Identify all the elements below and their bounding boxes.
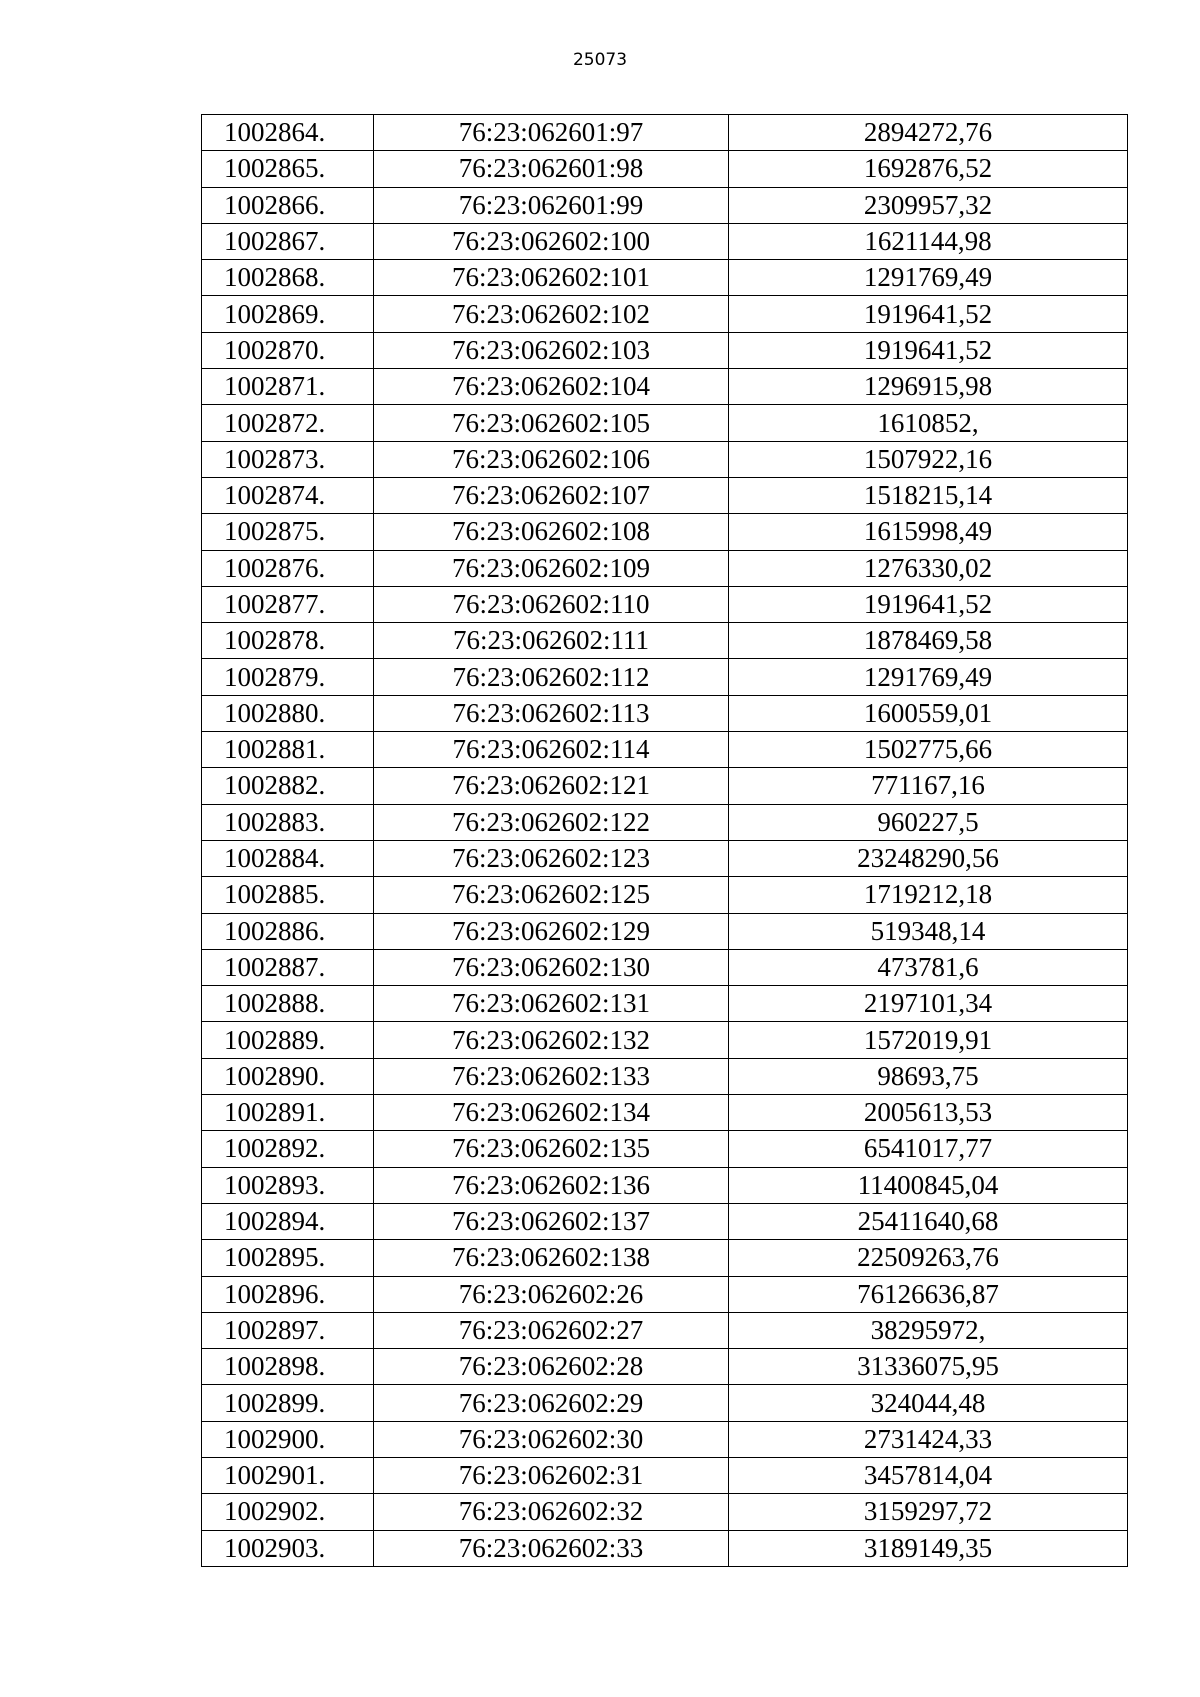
cadastral-number-cell: 76:23:062602:33 [374,1530,729,1566]
cadastral-number-cell: 76:23:062602:32 [374,1494,729,1530]
table-row [202,1385,1128,1421]
table-row [202,1276,1128,1312]
cadastral-number-cell: 76:23:062602:26 [374,1276,729,1312]
table-row [202,1530,1128,1566]
table-row [202,1131,1128,1167]
table-row [202,260,1128,296]
table-row [202,623,1128,659]
cadastral-number-cell: 76:23:062602:138 [374,1240,729,1276]
cadastral-number-cell: 76:23:062602:129 [374,913,729,949]
value-cell: 324044,48 [729,1385,1128,1421]
value-cell: 1572019,91 [729,1022,1128,1058]
row-number-cell: 1002887. [202,949,374,985]
row-number-cell: 1002884. [202,840,374,876]
value-cell: 1719212,18 [729,877,1128,913]
cadastral-number-cell: 76:23:062602:102 [374,296,729,332]
table-row [202,1095,1128,1131]
table-row [202,659,1128,695]
cadastral-number-cell: 76:23:062601:97 [374,115,729,151]
table-row [202,1240,1128,1276]
value-cell: 2005613,53 [729,1095,1128,1131]
value-cell: 2731424,33 [729,1421,1128,1457]
cadastral-number-cell: 76:23:062602:131 [374,986,729,1022]
value-cell: 771167,16 [729,768,1128,804]
cadastral-number-cell: 76:23:062602:137 [374,1203,729,1239]
table-row [202,949,1128,985]
value-cell: 1919641,52 [729,332,1128,368]
table-row [202,1058,1128,1094]
value-cell: 1507922,16 [729,441,1128,477]
row-number-cell: 1002881. [202,732,374,768]
value-cell: 1291769,49 [729,260,1128,296]
value-cell: 22509263,76 [729,1240,1128,1276]
row-number-cell: 1002882. [202,768,374,804]
row-number-cell: 1002892. [202,1131,374,1167]
value-cell: 2197101,34 [729,986,1128,1022]
table-row [202,1203,1128,1239]
cadastral-number-cell: 76:23:062602:135 [374,1131,729,1167]
value-cell: 1919641,52 [729,296,1128,332]
row-number-cell: 1002886. [202,913,374,949]
value-cell: 3189149,35 [729,1530,1128,1566]
value-cell: 2894272,76 [729,115,1128,151]
cadastral-number-cell: 76:23:062602:113 [374,695,729,731]
value-cell: 3457814,04 [729,1457,1128,1493]
cadastral-number-cell: 76:23:062602:28 [374,1349,729,1385]
page-number: 25073 [572,50,628,70]
value-cell: 473781,6 [729,949,1128,985]
cadastral-number-cell: 76:23:062602:101 [374,260,729,296]
table-row [202,115,1128,151]
table-row [202,1167,1128,1203]
cadastral-number-cell: 76:23:062602:105 [374,405,729,441]
cadastral-number-cell: 76:23:062602:133 [374,1058,729,1094]
value-cell: 11400845,04 [729,1167,1128,1203]
value-cell: 38295972, [729,1312,1128,1348]
cadastral-number-cell: 76:23:062602:125 [374,877,729,913]
cadastral-number-cell: 76:23:062602:111 [374,623,729,659]
table-row [202,369,1128,405]
row-number-cell: 1002868. [202,260,374,296]
value-cell: 76126636,87 [729,1276,1128,1312]
value-cell: 1615998,49 [729,514,1128,550]
value-cell: 1919641,52 [729,586,1128,622]
row-number-cell: 1002866. [202,187,374,223]
table-row [202,1457,1128,1493]
table-row [202,550,1128,586]
table-row [202,441,1128,477]
table-row [202,405,1128,441]
cadastral-number-cell: 76:23:062602:109 [374,550,729,586]
cadastral-number-cell: 76:23:062602:123 [374,840,729,876]
row-number-cell: 1002883. [202,804,374,840]
value-cell: 31336075,95 [729,1349,1128,1385]
table-row [202,840,1128,876]
cadastral-number-cell: 76:23:062602:30 [374,1421,729,1457]
cadastral-number-cell: 76:23:062602:114 [374,732,729,768]
row-number-cell: 1002889. [202,1022,374,1058]
value-cell: 1610852, [729,405,1128,441]
table-row [202,913,1128,949]
value-cell: 23248290,56 [729,840,1128,876]
value-cell: 1878469,58 [729,623,1128,659]
value-cell: 2309957,32 [729,187,1128,223]
row-number-cell: 1002902. [202,1494,374,1530]
table-row [202,187,1128,223]
value-cell: 1600559,01 [729,695,1128,731]
row-number-cell: 1002900. [202,1421,374,1457]
table-row [202,768,1128,804]
row-number-cell: 1002885. [202,877,374,913]
registry-table [201,114,1128,1567]
cadastral-number-cell: 76:23:062602:108 [374,514,729,550]
cadastral-number-cell: 76:23:062602:27 [374,1312,729,1348]
table-row [202,477,1128,513]
table-row [202,514,1128,550]
row-number-cell: 1002896. [202,1276,374,1312]
table-row [202,1022,1128,1058]
cadastral-number-cell: 76:23:062602:31 [374,1457,729,1493]
cadastral-number-cell: 76:23:062602:29 [374,1385,729,1421]
row-number-cell: 1002879. [202,659,374,695]
value-cell: 519348,14 [729,913,1128,949]
cadastral-number-cell: 76:23:062602:136 [374,1167,729,1203]
table-row [202,1312,1128,1348]
cadastral-number-cell: 76:23:062602:106 [374,441,729,477]
row-number-cell: 1002903. [202,1530,374,1566]
row-number-cell: 1002873. [202,441,374,477]
row-number-cell: 1002894. [202,1203,374,1239]
row-number-cell: 1002876. [202,550,374,586]
row-number-cell: 1002877. [202,586,374,622]
value-cell: 1276330,02 [729,550,1128,586]
table-row [202,804,1128,840]
cadastral-number-cell: 76:23:062602:107 [374,477,729,513]
value-cell: 1518215,14 [729,477,1128,513]
row-number-cell: 1002897. [202,1312,374,1348]
row-number-cell: 1002874. [202,477,374,513]
row-number-cell: 1002872. [202,405,374,441]
table-row [202,1494,1128,1530]
cadastral-number-cell: 76:23:062602:130 [374,949,729,985]
row-number-cell: 1002891. [202,1095,374,1131]
value-cell: 1296915,98 [729,369,1128,405]
table-row [202,296,1128,332]
row-number-cell: 1002871. [202,369,374,405]
row-number-cell: 1002864. [202,115,374,151]
row-number-cell: 1002893. [202,1167,374,1203]
cadastral-number-cell: 76:23:062601:99 [374,187,729,223]
row-number-cell: 1002895. [202,1240,374,1276]
value-cell: 1692876,52 [729,151,1128,187]
row-number-cell: 1002867. [202,223,374,259]
row-number-cell: 1002898. [202,1349,374,1385]
registry-table-body [202,115,1128,1567]
value-cell: 6541017,77 [729,1131,1128,1167]
cadastral-number-cell: 76:23:062602:132 [374,1022,729,1058]
value-cell: 1621144,98 [729,223,1128,259]
row-number-cell: 1002870. [202,332,374,368]
cadastral-number-cell: 76:23:062602:104 [374,369,729,405]
value-cell: 98693,75 [729,1058,1128,1094]
value-cell: 25411640,68 [729,1203,1128,1239]
cadastral-number-cell: 76:23:062602:112 [374,659,729,695]
row-number-cell: 1002875. [202,514,374,550]
row-number-cell: 1002869. [202,296,374,332]
row-number-cell: 1002878. [202,623,374,659]
table-row [202,332,1128,368]
cadastral-number-cell: 76:23:062602:110 [374,586,729,622]
row-number-cell: 1002888. [202,986,374,1022]
table-row [202,1349,1128,1385]
cadastral-number-cell: 76:23:062601:98 [374,151,729,187]
value-cell: 1502775,66 [729,732,1128,768]
row-number-cell: 1002901. [202,1457,374,1493]
row-number-cell: 1002899. [202,1385,374,1421]
table-row [202,732,1128,768]
cadastral-number-cell: 76:23:062602:100 [374,223,729,259]
table-row [202,1421,1128,1457]
row-number-cell: 1002865. [202,151,374,187]
value-cell: 3159297,72 [729,1494,1128,1530]
row-number-cell: 1002880. [202,695,374,731]
cadastral-number-cell: 76:23:062602:122 [374,804,729,840]
table-row [202,986,1128,1022]
row-number-cell: 1002890. [202,1058,374,1094]
cadastral-number-cell: 76:23:062602:121 [374,768,729,804]
value-cell: 960227,5 [729,804,1128,840]
table-row [202,877,1128,913]
cadastral-number-cell: 76:23:062602:103 [374,332,729,368]
table-row [202,695,1128,731]
table-row [202,223,1128,259]
value-cell: 1291769,49 [729,659,1128,695]
table-row [202,586,1128,622]
cadastral-number-cell: 76:23:062602:134 [374,1095,729,1131]
table-row [202,151,1128,187]
